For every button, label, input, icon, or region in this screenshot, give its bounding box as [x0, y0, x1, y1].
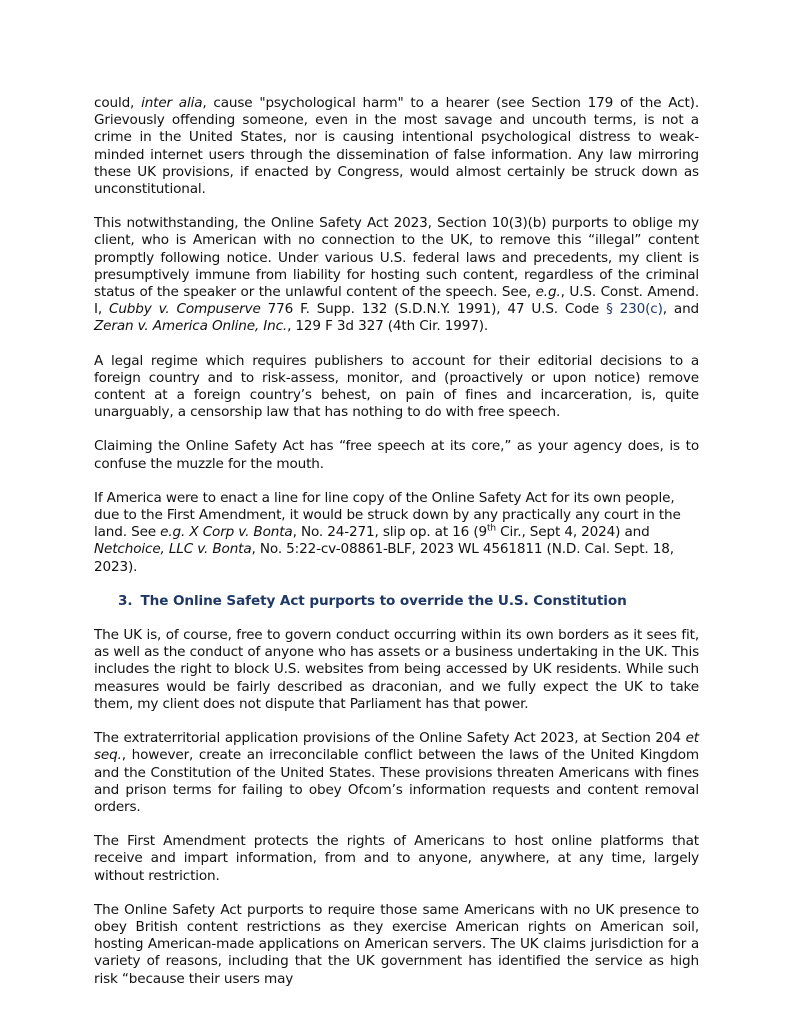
letter-body	[94, 95, 699, 1005]
text-run: Cir., Sept 4, 2024) and	[495, 524, 650, 541]
case-citation: Cubby v. Compuserve	[108, 301, 261, 318]
case-citation: Zeran v. America Online, Inc.	[94, 318, 288, 335]
section-title: The Online Safety Act purports to override the U.S. Constitution	[140, 592, 627, 609]
paragraph-extraterritorial	[94, 730, 699, 816]
case-citation: Netchoice, LLC v. Bonta	[94, 541, 252, 558]
paragraph-psychological-harm	[94, 95, 699, 198]
text-run: , and	[662, 301, 700, 318]
statute-link[interactable]: § 230(c)	[606, 301, 663, 318]
paragraph-section-10	[94, 215, 699, 335]
section-heading	[118, 593, 699, 610]
text-run: , cause "psychological harm" to a hearer (see Section 179 of the Act). Grievously offending someone, even in the most savage and uncouth terms, is not a crime in the United States, nor is causing intentional psychological distress to weak-minded internet users through the dissemination of false information. Any law mirroring these UK provisions, if enacted by Congress, would almost certainly be struck down as unconstitutional.	[94, 95, 699, 198]
text-run: If America were to enact a line for line copy of the Online Safety Act for its own people, due to the First Amendment, it would be struck down by any practically any court in the land. See	[94, 489, 681, 541]
text-run: could,	[94, 95, 142, 111]
italic-term: inter alia	[141, 95, 203, 111]
italic-term: et seq.	[94, 730, 699, 764]
paragraph-first-amendment-rights: The First Amendment protects the rights of Americans to host online platforms that receive and impart information, from and to anyone, anywhere, at any time, largely without restriction.	[94, 833, 699, 884]
text-run: , No. 5:22-cv-08861-BLF, 2023 WL 4561811 (N.D. Cal. Sept. 18, 2023).	[94, 541, 674, 575]
text-run: , U.S. Const. Amend. I,	[94, 284, 699, 318]
paragraph-first-amendment-copy	[94, 490, 699, 576]
paragraph-free-speech-claim: Claiming the Online Safety Act has “free speech at its core,” as your agency does, is to confuse the muzzle for the mouth.	[94, 438, 699, 472]
superscript: th	[487, 523, 496, 534]
paragraph-censorship-regime: A legal regime which requires publishers to account for their editorial decisions to a foreign country and to risk-assess, monitor, and (proactively or upon notice) remove content at a foreign country’s behest, on pain of fines and incarceration, is, quite unarguably, a censorship law that has nothing to do with free speech.	[94, 352, 699, 421]
text-run: The extraterritorial application provisions of the Online Safety Act 2023, at Section 204	[94, 730, 686, 747]
paragraph-uk-govern-conduct: The UK is, of course, free to govern conduct occurring within its own borders as it sees fit, as well as the conduct of anyone who has assets or a business undertaking in the UK. This includes the right to block U.S. websites from being accessed by UK residents. While such measures would be fairly described as draconian, and we fully expect the UK to take them, my client does not dispute that Parliament has that power.	[94, 627, 699, 712]
text-run: This notwithstanding, the Online Safety Act 2023, Section 10(3)(b) purports to oblige my client, who is American with no connection to the UK, to remove this “illegal” content promptly following notice. Under various U.S. federal laws and precedents, my client is presumptively immune from liability for hosting such content, regardless of the criminal status of the speaker or the unlawful content of the speech. See,	[94, 215, 699, 301]
case-citation: e.g. X Corp v. Bonta	[160, 524, 293, 541]
italic-term: e.g.	[535, 284, 561, 301]
paragraph-uk-jurisdiction: The Online Safety Act purports to require those same Americans with no UK presence to obey British content restrictions as they exercise American rights on American soil, hosting American-made applications on American servers. The UK claims jurisdiction for a variety of reasons, including that the UK government has identified the service as high risk “because their users may	[94, 901, 699, 987]
text-run: , 129 F 3d 327 (4th Cir. 1997).	[287, 318, 489, 335]
text-run: , however, create an irreconcilable conflict between the laws of the United Kingdom and the Constitution of the United States. These provisions threaten Americans with fines and prison terms for failing to obey Ofcom’s information requests and content removal orders.	[94, 747, 699, 815]
text-run: 776 F. Supp. 132 (S.D.N.Y. 1991), 47 U.S. Code	[260, 301, 607, 318]
text-run: , No. 24-271, slip op. at 16 (9	[292, 524, 488, 541]
section-number: 3.	[118, 592, 133, 609]
